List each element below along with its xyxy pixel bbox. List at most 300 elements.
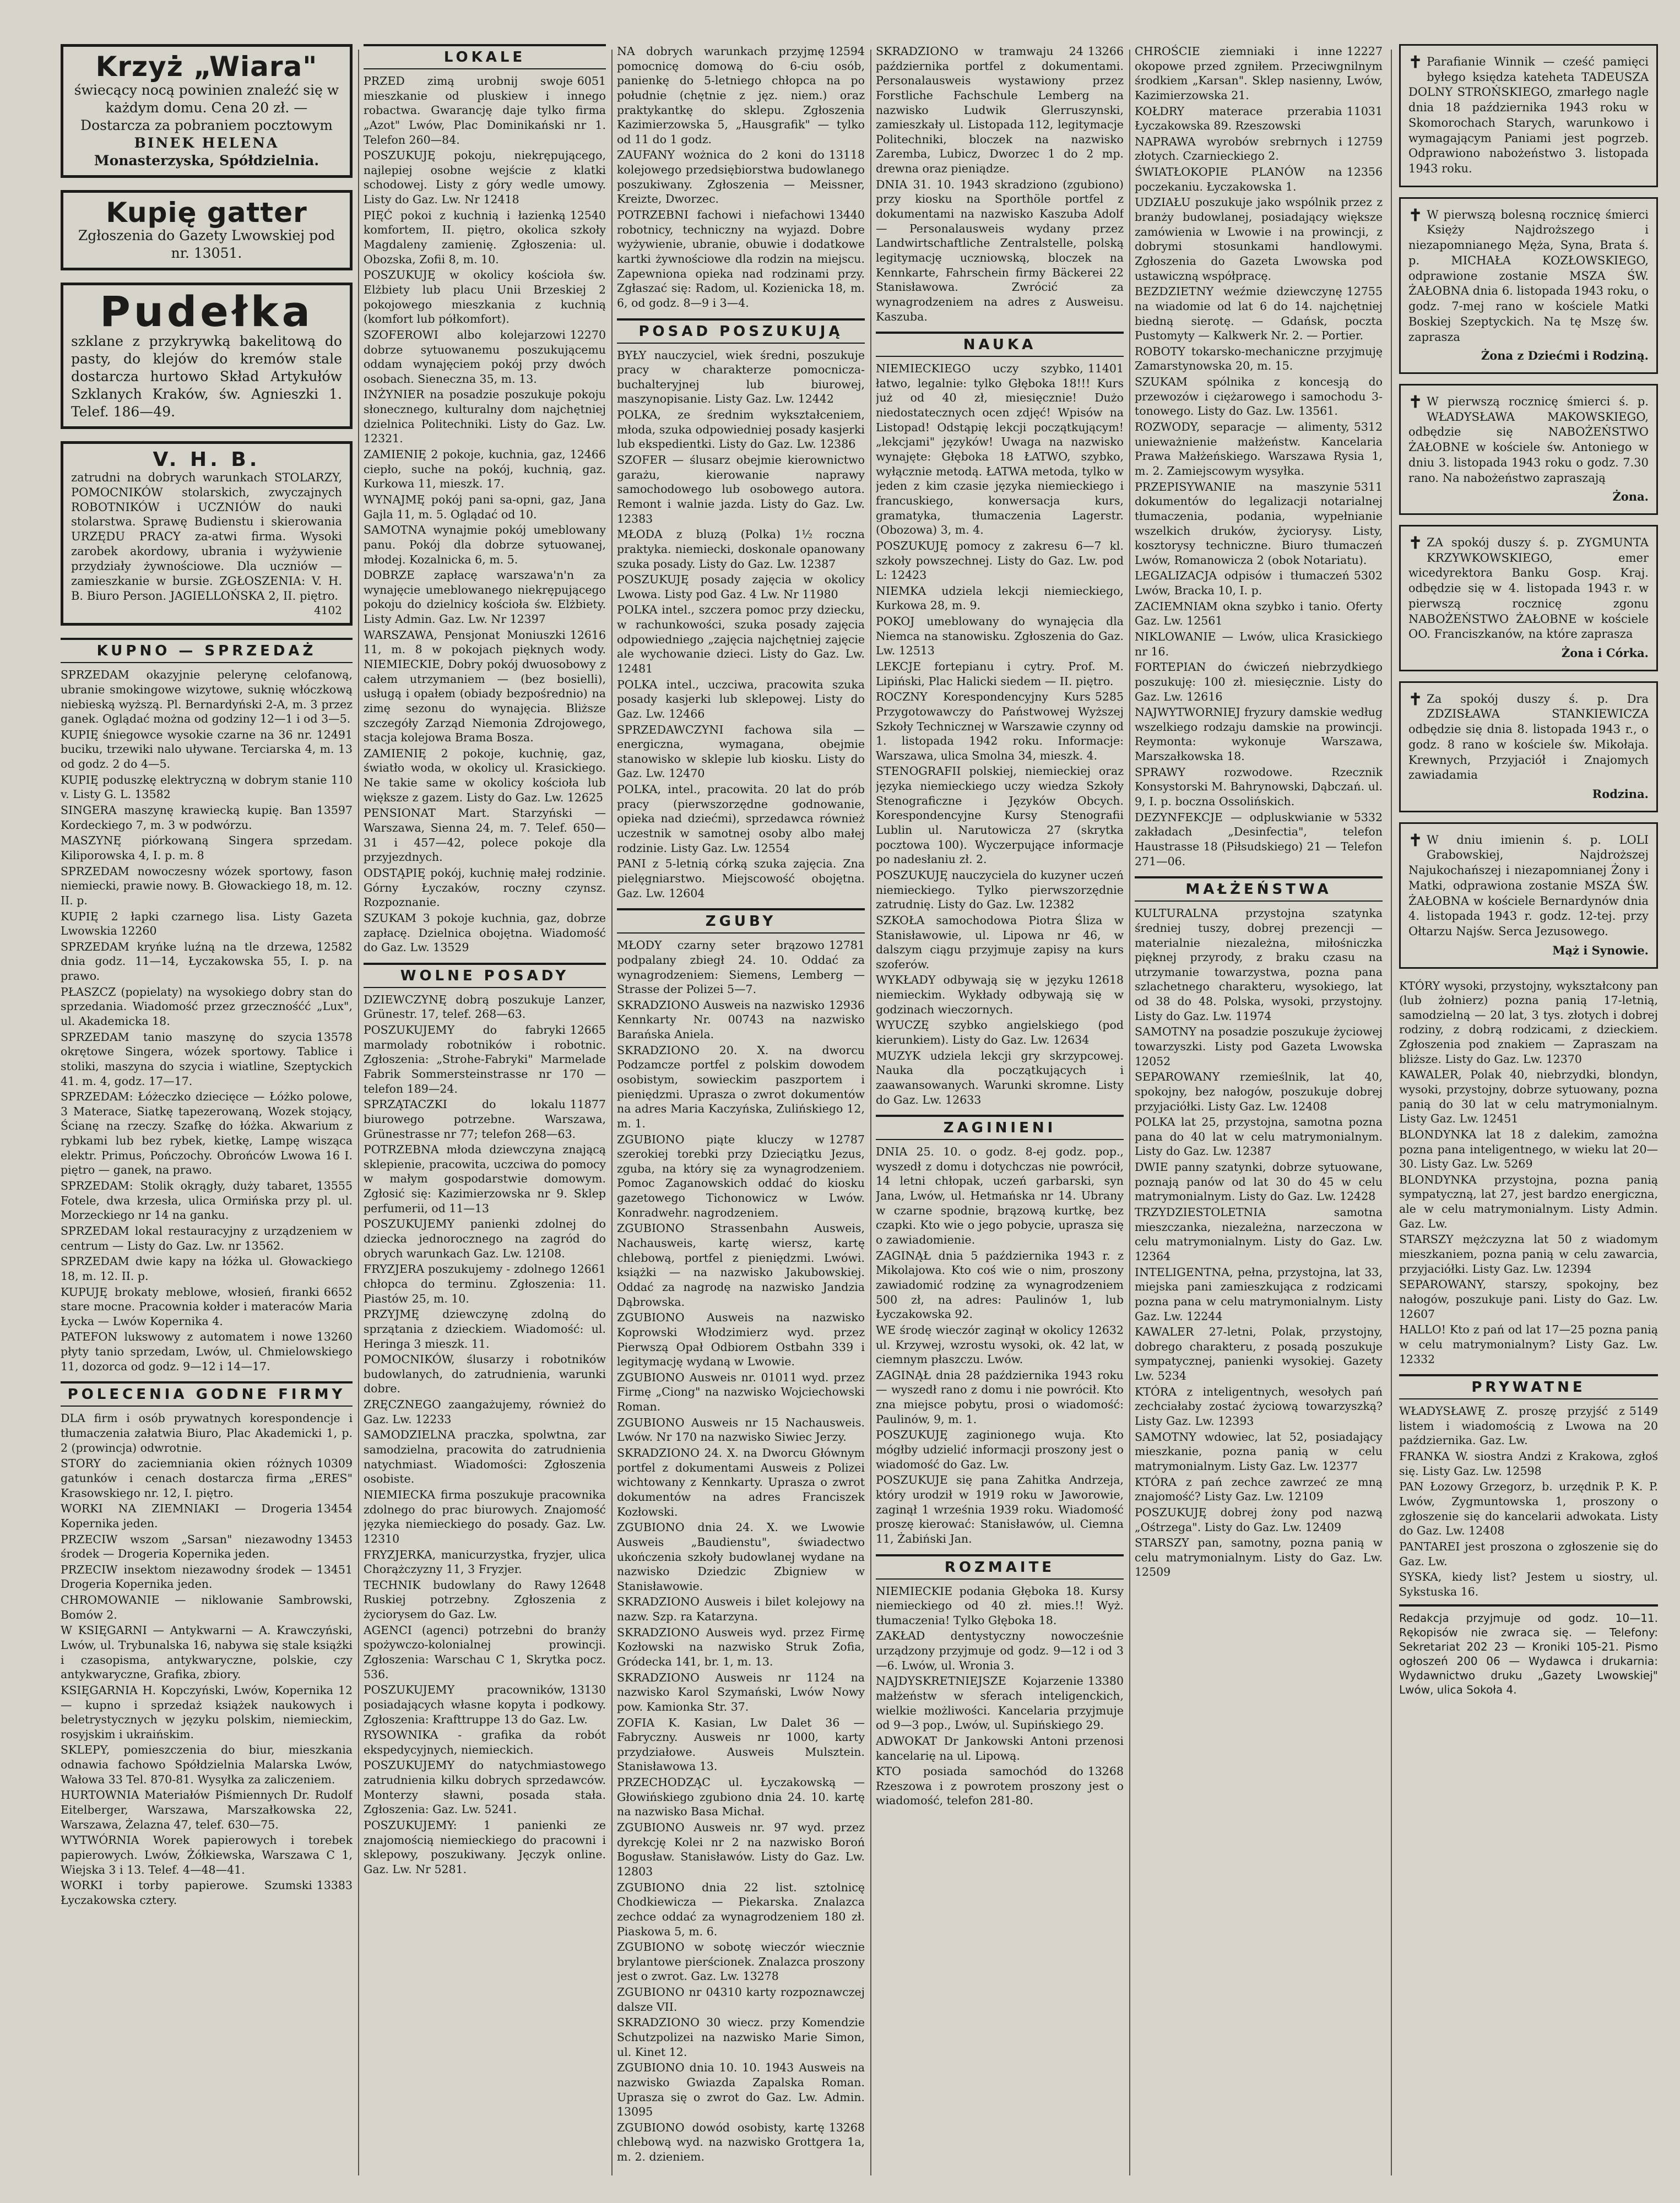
classified-ad (617, 603, 865, 676)
ad-text: SPRZEDAM tanio maszynę do szycia okrętowe Singera, wózek sportowy. Tablice i stoliki, maszyna do szycia i wiatline, Szeptyckich 41. m. 4, godz. 17—17. (61, 1030, 353, 1088)
ad-number: 12787 (828, 1132, 865, 1146)
ad-text: SAMOTNY na posadzie poszukuje życiowej towarzyszki. Listy pod Gazeta Lwowska 12052 (1135, 1025, 1383, 1068)
ad-number: 12781 (828, 938, 865, 952)
ad-text: KTÓRA z inteligentnych, wesołych pań zechciałaby zostać życiową towarzyszką? Listy Gaz. Lw. 12393 (1135, 1385, 1383, 1428)
classified-ad (876, 177, 1124, 324)
classified-ad (617, 1132, 865, 1220)
classified-ad (1135, 1160, 1383, 1204)
list-polecenia (61, 1411, 353, 1907)
classified-ad (617, 527, 865, 571)
section-header-rozmaite: ROZMAITE (876, 1554, 1124, 1580)
classified-ad (61, 1833, 353, 1877)
ad-number: 12491 (316, 728, 353, 741)
ad-title: Pudełka (100, 287, 313, 336)
ad-text: świecący nocą powinien znaleźć się w każdym domu. Cena 20 zł. — Dostarcza za pobraniem pocztowym (74, 82, 339, 133)
cross-icon: ✝ (1408, 831, 1423, 850)
ad-number: 5285 (1094, 690, 1124, 704)
ad-text: SZOFEROWI albo kolejarzowi dobrze sytuowanemu poszukującemu oddam wynajęciem pokój przy dwóch osobach. Sieneczna 35, m. 13. (364, 328, 606, 386)
ad-number: 12632 (1087, 1323, 1124, 1337)
classified-ad (61, 1683, 353, 1742)
ad-text: TECHNIK budowlany do Rawy Ruskiej potrzebny. Zgłoszenia z życiorysem do Gaz. Lw. (364, 1578, 606, 1621)
ad-text: KUPIĘ 2 łapki czarnego lisa. Listy Gazeta Lwowskia 12260 (61, 909, 353, 938)
ad-text: DWIE panny szatynki, dobrze sytuowane, poznają panów od lat 30 do 45 w celu matrymonialnym. Listy do Gaz. Lw. 12428 (1135, 1160, 1383, 1203)
ad-text: POSZUKUJEMY panienki zdolnej do dziecka jednorocznego na zagród do obrych warunkach Gaz. Lw. 12108. (364, 1217, 606, 1260)
ad-number: 12665 (570, 1023, 606, 1037)
classified-ad (61, 1878, 353, 1907)
classified-ad (364, 992, 606, 1022)
classified-ad (617, 1310, 865, 1369)
classified-ad (876, 1674, 1124, 1733)
ad-text: WYNAJMĘ pokój pani sa-opni, gaz, Jana Gajla 11, m. 5. Oglądać od 10. (364, 492, 606, 521)
ad-text: PRZEPISYWANIE na maszynie dokumentów do legalizacji notarialnej tłumaczenia, podania, wypełnianie wszelkich druków, życiorysy. Listy, kosztorysy techniczne. Biuro tłumaczeń Lwów, Romanowicza 2 (obok Notariatu). (1135, 480, 1383, 567)
ad-number: 13555 (316, 1179, 353, 1193)
ad-text: WORKI NA ZIEMNIAKI — Drogeria Kopernika jeden. (61, 1502, 312, 1530)
classified-ad (1135, 480, 1383, 568)
section-header-prywatne: PRYWATNE (1399, 1374, 1658, 1399)
classified-ad (364, 1758, 606, 1817)
obituary-signature: Żona z Dziećmi i Rodziną. (1481, 349, 1649, 363)
ad-text: ROCZNY Korespondencyjny Kurs Przygotowawczy do Państwowej Wyższej Szkoły Technicznej w Warszawie czynny od 1. listopada 1942 roku. Informacje: Warszawa, ulica Smolna 34, mieszk. 4. (876, 690, 1124, 762)
ad-text: KSIĘGARNIA H. Kopczyński, Lwów, Kopernika 12 — kupno i sprzedaż książek naukowych i beletrystycznych w języku polskim, niemieckim, rosyjskim i ukraińskim. (61, 1683, 353, 1741)
ad-number: 13260 (316, 1330, 353, 1344)
classified-ad (61, 1623, 353, 1682)
classified-ad (1135, 1115, 1383, 1159)
ad-text: PIĘĆ pokoi z kuchnią i łazienką komfortem, II. piętro, okolica szkoły Magdaleny zamienię. Zgłoszenia: ul. Obozska, Zofii 8, m. 10. (364, 208, 606, 266)
ad-title: Krzyż „Wiara" (95, 51, 318, 83)
ad-text: WYTWÓRNIA Worek papierowych i torebek papierowych. Lwów, Żółkiewska, Warszawa C 1, Wiejska 3 i 13. Telef. 4—48—41. (61, 1833, 353, 1876)
ad-text: NIKLOWANIE — Lwów, ulica Krasickiego nr 16. (1135, 630, 1383, 658)
classified-ad (364, 1818, 606, 1877)
list-col5-top (1135, 44, 1383, 869)
ad-text: MŁODA z bluzą (Polka) 1½ roczna praktyka. niemiecki, doskonale opanowany szuka posady. Listy do Gaz. Lw. 12387 (617, 528, 865, 571)
ad-text: SPRAWY rozwodowe. Rzecznik Konsystorski M. Bahrynowski, Dąbczań. ul. 9, I. p. boczna Ossolińskich. (1135, 765, 1383, 809)
classified-ad (1135, 599, 1383, 628)
classified-ad (61, 1330, 353, 1374)
ad-text: LEKCJE fortepianu i cytry. Prof. M. Lipiński, Plac Halicki siedem — II. piętro. (876, 659, 1124, 688)
classified-ad (364, 387, 606, 446)
classified-ad (364, 1352, 606, 1396)
classified-ad (617, 1775, 865, 1819)
ad-number: 6051 (577, 74, 606, 88)
ad-text: INTELIGENTNA, pełna, przystojna, lat 33, miejska pani zamieszkująca z rodzicami pozna pana w celu matrymonialnym. Listy Gaz. Lw. 12244 (1135, 1265, 1383, 1323)
ad-text: HURTOWNIA Materiałów Piśmiennych Dr. Rudolf Eitelberger, Warszawa, Marszałkowska 22, Warszawa, Żelazna 47, telef. 630—75. (61, 1788, 353, 1831)
ad-text: MUZYK udziela lekcji gry skrzypcowej. Nauka dla początkujących i zaawansowanych. Warunki skromne. Listy do Gaz. Lw. 12633 (876, 1049, 1124, 1106)
ad-number: 13451 (316, 1562, 353, 1576)
classified-ad (364, 208, 606, 267)
ad-number: 13130 (570, 1683, 606, 1697)
obituary-text: ZA spokój duszy ś. p. ZYGMUNTA KRZYWKOWSKIEGO, emer wicedyrektora Banku Gosp. Kraj. odbędzie się w 4. listopada 1943 r. w pierwszą rocznicę zgonu NABOŻEŃSTWO ŻAŁOBNE w kościele OO. Franciszkanów, na które zaprasza (1408, 535, 1649, 641)
ad-number: 13597 (316, 804, 353, 817)
ad-text: SAMOTNY wdowiec, lat 52, posiadający mieszkanie, pozna panią w celu matrymonialnym. Listy Gaz. Lw. 12377 (1135, 1430, 1383, 1473)
ad-number: 13578 (316, 1030, 353, 1044)
ad-text: ZGUBIONO piąte kluczy w szerokiej torebki przy Dzieciątku Jezus, zguba, na który się za wynagrodzeniem. Pomoc Zaganowskich oddać do kiosku gazetowego Tichonowicz w Lwów. Konradwehr. nagrodzeniem. (617, 1132, 865, 1219)
ad-text: PŁASZCZ (popielaty) na wysokiego dobry stan do sprzedania. Wiadomość przez grzecznośćć „Lux", ul. Akademicka 18. (61, 985, 353, 1028)
classified-ad (61, 864, 353, 908)
classified-ad (1399, 1277, 1658, 1321)
ad-text: FORTEPIAN do ćwiczeń niebrzydkiego poszukuję: 100 zł. miesięcznie. Listy do Gaz. Lw. 12616 (1135, 660, 1383, 703)
classified-ad (364, 523, 606, 567)
ad-text: Zgłoszenia do Gazety Lwowskiej pod nr. 13051. (78, 227, 335, 261)
ad-text: HALLO! Kto z pań od lat 17—25 pozna panią w celu matrymonialnym? Listy Gaz. Lw. 12332 (1399, 1323, 1658, 1366)
ad-text: NAPRAWA wyrobów srebrnych i złotych. Czarnieckiego 2. (1135, 134, 1342, 163)
classified-ad (1135, 810, 1383, 869)
ad-text: CHROŚCIE ziemniaki i inne okopowe przed zgniłem. Przeciwgnilnym środkiem „Karsan". Sklep nasienny, Lwów, Kazimierzowska 21. (1135, 45, 1383, 102)
classified-ad (364, 568, 606, 627)
ad-text: POKOJ umeblowany do wynajęcia dla Niemca na stanowisku. Zgłoszenia do Gaz. Lw. 12513 (876, 615, 1124, 658)
classified-ad (1135, 1505, 1383, 1534)
ad-text: DOBRZE zapłacę warszawa'n'n za wynajęcie umeblowanego niekrępującego pokoju do dzielnicy kościoła św. Elżbiety. Listy Admin. Gaz. Lw. Nr 12397 (364, 568, 606, 626)
classified-ad (876, 1428, 1124, 1472)
classified-ad (1135, 195, 1383, 283)
classified-ad (1135, 44, 1383, 103)
ad-number: 11401 (1087, 362, 1124, 376)
classified-ad (876, 913, 1124, 972)
classified-ad (617, 856, 865, 900)
list-col3-top (617, 44, 865, 311)
ad-number: 12936 (828, 998, 865, 1012)
ad-text: POSZUKUJEMY: 1 panienki ze znajomością niemieckiego do pracowni i sklepowy, poszukiwany. Jęczyk online. Gaz. Lw. Nr 5281. (364, 1819, 606, 1876)
classified-ad (617, 1716, 865, 1775)
ad-text: POSZUKUJEMY do natychmiastowego zatrudnienia kilku dobrych sprzedawców. Monterzy sławni, posada stała. Zgłoszenia: Gaz. Lw. 5241. (364, 1759, 606, 1816)
ad-number: 13268 (1087, 1765, 1124, 1778)
ad-text: ADWOKAT Dr Jankowski Antoni przenosi kancelarię na ul. Lipową. (876, 1734, 1124, 1762)
classified-ad (61, 1593, 353, 1622)
classified-ad (617, 408, 865, 452)
ad-number: 11877 (570, 1098, 606, 1111)
classified-ad (364, 911, 606, 955)
column-5 (1135, 44, 1383, 2181)
ad-number: 5302 (1353, 569, 1383, 583)
section-header-lokale: LOKALE (364, 44, 606, 69)
classified-ad (61, 1089, 353, 1178)
ad-text: KOŁDRY materace przerabia Łyczakowska 89. Rzeszowski (1135, 104, 1342, 133)
list-zguby (617, 938, 865, 2164)
ad-text: WORKI i torby papierowe. Szumski Łyczakowska cztery. (61, 1879, 312, 1907)
ad-text: BYŁY nauczyciel, wiek średni, poszukuje pracy w charakterze pomocnicza-buchalteryjnej lub biurowej, maszynopisanie. Listy Gaz. Lw. 12442 (617, 348, 865, 406)
classified-ad (617, 208, 865, 310)
ad-text: SKRADZIONO Ausweis nr 1124 na nazwisko Karol Szymański, Lwów Nowy pow. Kamionka Str. 37. (617, 1670, 865, 1713)
ad-number: 13440 (828, 208, 865, 222)
classified-ad (364, 268, 606, 327)
classified-ad (617, 782, 865, 855)
ad-text: TRZYDZIESTOLETNIA samotna mieszczanka, niezależna, narzeczona w celu matrymonialnym. Listy do Gaz. Lw. 12364 (1135, 1206, 1383, 1263)
ad-text: ZGUBIONO dowód osobisty, kartę chlebową wyd. na nazwisko Grottgera 1a, m. 2. dzieniem. (617, 2120, 865, 2164)
ad-number: 12594 (828, 45, 865, 58)
section-header-malzenstwa: MAŁŻEŃSTWA (1135, 876, 1383, 902)
obituary-signature: Mąż i Synowie. (1552, 943, 1649, 957)
classified-ad (1135, 1535, 1383, 1580)
classified-ad (61, 1456, 353, 1500)
classified-ad (876, 764, 1124, 866)
ad-text: ZOFIA K. Kasian, Lw Dalet 36 — Fabryczny. Ausweis nr 1000, karty przydziałowe. Ausweis Mulsztein. Stanisławowa 13. (617, 1716, 865, 1773)
editorial-footer: Redakcja przyjmuje od godz. 10—11. Rękopisów nie zwraca się. — Telefony: Sekretariat 202 23 — Kroniki 105-21. Pismo ogłoszeń 200 06 — Wydawca i drukarnia: Wydawnictwo druku „Gazety Lwowskiej" Lwów, ulica Sokoła 4. (1399, 1604, 1658, 1697)
section-header-wolne-posady: WOLNE POSADY (364, 963, 606, 988)
cross-icon: ✝ (1408, 533, 1423, 553)
classified-ad (61, 773, 353, 802)
classified-ad (1399, 1322, 1658, 1366)
ad-text: POSZUKUJĘ w okolicy kościoła św. Elżbiety lub placu Unii Brzeskiej 2 pokojowego mieszkania z kuchnią (komfort lub półkomfort). (364, 268, 606, 326)
ad-text: UDZIAŁU poszukuje jako wspólnik przez z branży budowlanej, posiadający większe zamówienia w Lwowie i na prowincji, z dobrymi stosunkami handlowymi. Zgłoszenia do Gazeta Lwowska pod ustawiczną współpracę. (1135, 196, 1383, 283)
classified-ad (876, 539, 1124, 583)
obituary-notice (1399, 681, 1658, 812)
classified-ad (876, 1764, 1124, 1808)
ad-text: SPRZEDAM kryńke luźną na tle drzewa, dnia godz. 11—14, Łyczakowska 55, I. p. na prawo. (61, 940, 353, 983)
column-3 (617, 44, 865, 2181)
classified-ad (61, 1254, 353, 1283)
ad-text: KAWALER, Polak 40, niebrzydki, blondyn, wysoki, przystojny, dobrze sytuowany, pozna panią do 30 lat w celu matrymonialnym. Listy Gaz. Lw. 12451 (1399, 1068, 1658, 1126)
classified-ad (1135, 705, 1383, 764)
ad-text: SZUKAM spólnika z koncesją do przewozów i ciężarowego i samochodu 3-tonowego. Listy do Gaz. Lw. 13561. (1135, 375, 1383, 418)
ad-text: SPRZEDAM nowoczesny wózek sportowy, fason niemiecki, prawie nowy. B. Głowackiego 18, m. 12. II. p. (61, 864, 353, 907)
ad-text: SPRZEDAM dwie kapy na łóżka ul. Głowackiego 18, m. 12. II. p. (61, 1255, 353, 1283)
ad-number: 13453 (316, 1532, 353, 1546)
ad-number: 5311 (1353, 480, 1383, 493)
ad-text: POSZUKUJĘ zaginionego wuja. Kto mógłby udzielić informacji proszony jest o wiadomość do Gaz. Lw. (876, 1428, 1124, 1471)
list-nauka (876, 361, 1124, 1107)
ad-text: POSZUKUJEMY do fabryki marmolady robotników i robotnic. Zgłoszenia: „Strohe-Fabryki" Marmelade Fabrik Sommersteinstrasse nr 170 — telefon 189—24. (364, 1023, 606, 1095)
ad-text: STENOGRAFII polskiej, niemieckiej oraz języka niemieckiego uczy wiedza Szkoły Stenograficzne i Języków Obcych. Korespondencyjne Kursy Stenografii Lublin ul. Narutowicza 27 (skrytka pocztowa 100). Wyczerpujące informacje po nadesłaniu zł. 2. (876, 764, 1124, 866)
classified-ad (876, 1144, 1124, 1247)
ad-text: zatrudni na dobrych warunkach STOLARZY, POMOCNIKÓW stolarskich, zwyczajnych ROBOTNIKÓW i UCZNIÓW do nauki stolarstwa. Sprawę Budienstu i skierowania URZĘDU PRACY za-atwi firma. Wysoki zarobek akordowy, ubrania i wyżywienie przydziały żywnościowe. Dla uczniów — zamieszkanie w bursie. ZGŁOSZENIA: V. H. B. Biuro Person. JAGIELLOŃSKA 2, II. piętro. (71, 470, 342, 603)
ad-text: BLONDYNKA przystojna, pozna panią sympatyczną, lat 27, jest bardzo energiczna, ale w celu matrymonialnym. Listy Admin. Gaz. Lw. (1399, 1173, 1658, 1230)
ad-name: BINEK HELENA (134, 134, 279, 151)
obituary-signature: Rodzina. (1592, 787, 1649, 801)
ad-text: ZACIEMNIAM okna szybko i tanio. Oferty Gaz. Lw. 12561 (1135, 599, 1383, 628)
classified-ad (61, 1285, 353, 1329)
classified-ad (617, 2060, 865, 2119)
cross-icon: ✝ (1408, 690, 1423, 709)
ad-text: szklane z przykrywką bakelitową do pasty, do klejów do kremów stale dostarcza hurtowo Skład Artykułów Szklanych Kraków, św. Agnieszki 1. Telef. 186—49. (71, 333, 342, 420)
ad-number: 12648 (570, 1578, 606, 1592)
classified-ad (1135, 344, 1383, 373)
classified-ad (364, 1262, 606, 1306)
ad-text: ZAKŁAD dentystyczny nowocześnie urządzony przyjmuje od godz. 9—12 i od 3—6. Lwów, ul. Wronia 3. (876, 1629, 1124, 1672)
ad-text: PATEFON lukswowy z automatem i nowe płyty tanio sprzedam, Lwów, ul. Chmielowskiego 11, dozorca od godz. 9—12 i 14—17. (61, 1330, 353, 1373)
classified-ad (364, 148, 606, 207)
column-6 (1399, 44, 1658, 2181)
ad-number: 10309 (316, 1457, 353, 1471)
ad-text: PAN Łozowy Grzegorz, b. urzędnik P. K. P. Lwów, Zygmuntowska 1, proszony o zgłoszenie się do kancelarii adwokata. Listy do Gaz. Lw. 12408 (1399, 1480, 1658, 1538)
classified-ad (1135, 375, 1383, 419)
ad-text: MŁODY czarny seter brązowo podpalany zbiegł 24. 10. Oddać za wynagrodzeniem: Siemens, Lemberg — Strasse der Polizei 5—7. (617, 938, 865, 996)
ad-text: STARSZY pan, samotny, pozna panią w celu matrymonialnym. Listy do Gaz. Lw. 12509 (1135, 1536, 1383, 1579)
classified-ad (61, 1030, 353, 1089)
classified-ad (617, 1940, 865, 1984)
classified-ad (1135, 284, 1383, 343)
classified-ad (617, 1670, 865, 1714)
classified-ad (1135, 568, 1383, 598)
cross-icon: ✝ (1408, 205, 1423, 225)
classified-ad (617, 1594, 865, 1624)
classified-ad (364, 1397, 606, 1426)
ad-text: WYKŁADY odbywają się w języku niemieckim. Wykłady odbywają się w godzinach wieczornych. (876, 973, 1124, 1016)
classified-ad (876, 659, 1124, 688)
ad-text: ZAGINĄŁ dnia 28 października 1943 roku — wyszedł rano z domu i nie powrócił. Kto zna miejsce pobytu, prosi o wiadomość: Paulinów, 9, m. 1. (876, 1368, 1124, 1426)
classified-ad (876, 1018, 1124, 1047)
classified-ad (617, 1985, 865, 2014)
classified-ad (876, 1323, 1124, 1367)
obituary-notice (1399, 525, 1658, 671)
ad-number: 5332 (1353, 810, 1383, 824)
ad-text: POSZUKUJĘ posady zajęcia w okolicy Lwowa. Listy pod Gaz. 4 Lw. Nr 11980 (617, 573, 865, 601)
classified-ad (876, 973, 1124, 1017)
classified-ad (876, 1049, 1124, 1108)
list-prywatne (1399, 1404, 1658, 1599)
ad-text: ZGUBIONO dnia 24. X. we Lwowie Ausweis „Baudienstu", świadectwo ukończenia szkoły budowlanej wydane na nazwisko Dziedzic Zbigniew w Stanisławowie. (617, 1521, 865, 1593)
ad-krzyz-wiara (61, 44, 353, 178)
ad-number: 13380 (1087, 1674, 1124, 1688)
classified-ad (876, 1368, 1124, 1427)
ad-text: ZGUBIONO Ausweis na nazwisko Koprowski Włodzimierz wyd. przez Pierwszą Opał Odbiorem Ostbahn 339 i legitymację wydaną w Lwowie. (617, 1311, 865, 1369)
ad-text: WŁADYSŁAWĘ Z. proszę przyjść z listem i wiadomością z Lwowa na 20 października. Gaz. Lw. (1399, 1404, 1658, 1447)
ad-text: NIEMIECKIE podania Głęboka 18. Kursy niemieckiego od 40 zł. mies.!! Wyż. tłumaczenia! Tylko Głęboka 18. (876, 1584, 1124, 1627)
ad-text: FRYZJERKA, manicurzystka, fryzjer, ulica Chorążczyzny 11, 3 Fryzjer. (364, 1548, 606, 1576)
classified-ad (617, 1625, 865, 1669)
ad-text: ZGUBIONO Ausweis nr 15 Nachausweis. Lwów. Nr 170 na nazwisko Siwiec Jerzy. (617, 1415, 865, 1444)
ad-number: 4102 (314, 603, 342, 617)
classified-ad (617, 348, 865, 407)
ad-text: MASZYNĘ piórkowaną Singera sprzedam. Kiliporowska 4, I. p. m. 8 (61, 834, 353, 862)
ad-text: AGENCI (agenci) potrzebni do branży spożywczo-kolonialnej prowincji. Zgłoszenia: Warschau C 1, Skrytka pocz. 536. (364, 1623, 606, 1681)
ad-text: SPRZEDAM okazyjnie pelerynę celofanową, ubranie smokingowe wizytowe, suknię włóczkową niebieską wyższą. Pl. Bernardyński 2-A, m. 3 przez ganek. Oglądać można od godziny 12—1 i od 3—5. (61, 668, 353, 726)
classified-ad (364, 1548, 606, 1577)
ad-number: 12582 (316, 940, 353, 953)
classified-ad (1399, 1570, 1658, 1599)
classified-ad (1399, 1173, 1658, 1231)
classified-ad (1135, 134, 1383, 164)
cross-icon: ✝ (1408, 53, 1423, 72)
ad-text: SKRADZIONO Ausweis wyd. przez Firmę Kozłowski na nazwisko Struk Zofia, Gródecka 141, br. 1, m. 13. (617, 1625, 865, 1668)
classified-ad (61, 1179, 353, 1223)
ad-number: 12759 (1346, 134, 1383, 148)
classified-ad (364, 74, 606, 147)
ad-text: SZUKAM 3 pokoje kuchnia, gaz, dobrze zapłacę. Dzielnica obojętna. Wiadomość do Gaz. Lw. 13529 (364, 911, 606, 954)
newspaper-page (39, 44, 1663, 2181)
ad-number: 12618 (1087, 973, 1124, 987)
ad-text: W KSIĘGARNI — Antykwarni — A. Krawczyński, Lwów, ul. Trybunalska 16, nabywa się stale książki i czasopisma, antykwaryczne, polskie, czy antykwaryczne, Grafika, zbiory. (61, 1624, 353, 1681)
classified-ad (364, 1428, 606, 1486)
classified-ad (617, 938, 865, 997)
column-1 (61, 44, 353, 2181)
ad-number: 13268 (828, 2120, 865, 2134)
classified-ad (1399, 1539, 1658, 1569)
classified-ad (364, 1097, 606, 1141)
classified-ad (876, 1473, 1124, 1546)
ad-text: WE środę wieczór zaginął w okolicy ul. Krzywej, wzrostu wysoki, ok. 42 lat, w ciemnym płaszczu. Lwów. (876, 1323, 1124, 1366)
classified-ad (876, 1734, 1124, 1763)
classified-ad (617, 1520, 865, 1593)
classified-ad (1399, 1232, 1658, 1276)
list-zaginieni (876, 1144, 1124, 1546)
ad-text: SAMODZIELNA praczka, spolwtna, zar samodzielna, pracowita do zatrudnienia natychmiast. Wiadomości: Zgłoszenia osobiste. (364, 1428, 606, 1486)
classified-ad (364, 1623, 606, 1682)
ad-text: ZGUBIONO w sobotę wieczór wiecznie brylantowe pierścionek. Znalazca proszony jest o zwrot. Gaz. Lw. 13278 (617, 1940, 865, 1983)
classified-ad (1135, 906, 1383, 1023)
ad-text: PANI z 5-letnią córką szuka zajęcia. Zna pielęgniarstwo. Miejscowość obojętna. Gaz. Lw. 12604 (617, 857, 865, 900)
classified-ad (1135, 1325, 1383, 1383)
classified-ad (876, 584, 1124, 613)
ad-text: PANTAREI jest proszona o zgłoszenie się do Gaz. Lw. (1399, 1539, 1658, 1568)
ad-text: SKRADZIONO Ausweis na nazwisko Kennkarty Nr. 00743 na nazwisko Barańska Aniela. (617, 998, 865, 1041)
classified-ad (1135, 104, 1383, 133)
classified-ad (364, 1142, 606, 1216)
classified-ad (364, 1023, 606, 1096)
ad-text: ZGUBIONO dnia 22 list. sztolnicę Chodkiewicza — Piekarska. Znalazca zechce oddać za wynagrodzeniem 180 zł. Piaskowa 5, m. 6. (617, 1880, 865, 1938)
classified-ad (1135, 1070, 1383, 1114)
obituary-text: W pierwszą bolesną rocznicę śmierci Księży Najdroższego i niezapomnianego Męża, Syna, Brata ś. p. MICHAŁA KOZŁOWSKIEGO, odprawione zostanie MSZA ŚW. ŻAŁOBNA dnia 6. listopada 1943 roku, o godz. 7-mej rano w kościele Matki Boskiej Szeptyckich. Na tę Mszę św. zaprasza (1408, 208, 1649, 344)
ad-text: DZIEWCZYNĘ dobrą poszukuje Lanzer, Grünestr. 17, telef. 268—63. (364, 992, 606, 1021)
classified-ad (61, 1501, 353, 1531)
ad-text: PRZECIW wszom „Sarsan" niezawodny środek — Drogeria Kopernika jeden. (61, 1532, 312, 1561)
obituary-text: W dniu imienin ś. p. LOLI Grabowskiej, Najdroższej Najukochańszej i niezapomnianej Żony i Matki, odprawiona zostanie MSZA ŚW. ŻAŁOBNA w kościele Bernardynów dnia 4. listopada 1943 r. godz. 12-tej. przy Ołtarzu Najśw. Serca Jezusowego. (1408, 833, 1649, 938)
ad-text: STARSZY mężczyzna lat 50 z wiadomym mieszkaniem, pozna panią w celu zawarcia, przyjaciółki. Listy Gaz. Lw. 12394 (1399, 1233, 1658, 1276)
list-malzenstwa-2 (1399, 979, 1658, 1367)
ad-number: 12755 (1346, 285, 1383, 299)
classified-ad (1135, 1385, 1383, 1429)
classified-ad (617, 1221, 865, 1309)
ad-text: POTRZEBNA młoda dziewczyna znającą sklepienie, pracowita, uczciwa do pomocy w małym gospodarstwie domowym. Zgłosić się: Kazimierzowska nr 9. Sklep perfumerii, od 11—13 (364, 1143, 606, 1215)
ad-text: SEPAROWANY rzemieślnik, lat 40, spokojny, bez nałogów, poszukuje dobrej przyjaciółki. Listy Gaz. Lw. 12408 (1135, 1070, 1383, 1113)
classified-ad (61, 728, 353, 772)
section-header-zaginieni: ZAGINIENI (876, 1115, 1124, 1140)
classified-ad (617, 723, 865, 782)
classified-ad (876, 1584, 1124, 1628)
classified-ad (61, 803, 353, 832)
ad-number: 12227 (1346, 45, 1383, 58)
obituary-notice (1399, 822, 1658, 969)
classified-ad (1135, 165, 1383, 194)
ad-text: SINGERA maszynę krawiecką kupię. Ban Kordeckiego 7, m. 3 w podwórzu. (61, 804, 312, 832)
ad-text: SKLEPY, pomieszczenia do biur, mieszkania odnawia fachowo Spółdzielnia Malarska Lwów, Wałowa 33 Tel. 870-81. Wysyłka za zaliczeniem. (61, 1743, 353, 1786)
classified-ad (61, 1532, 353, 1561)
classified-ad (617, 1880, 865, 1939)
ad-text: RYSOWNIKA - grafika da robót ekspedycyjnych, niemieckich. (364, 1728, 606, 1756)
ad-text: KUPIĘ poduszkę elektryczną w dobrym stanie 110 v. Listy G. L. 13582 (61, 773, 353, 801)
classified-ad (617, 148, 865, 207)
obituary-notice (1399, 197, 1658, 374)
section-header-kupno: KUPNO — SPRZEDAŻ (61, 638, 353, 663)
section-header-nauka: NAUKA (876, 332, 1124, 357)
classified-ad (1135, 1475, 1383, 1504)
classified-ad (1399, 1449, 1658, 1478)
ad-text: KTO posiada samochód do Rzeszowa i z powrotem proszony jest o wiadomość, telefon 281-80. (876, 1765, 1124, 1808)
column-2 (364, 44, 606, 2181)
ad-text: LEGALIZACJA odpisów i tłumaczeń Lwów, Bracka 10, I. p. (1135, 569, 1350, 598)
classified-ad (876, 690, 1124, 763)
ad-text: SZKOŁA samochodowa Piotra Śliza w Stanisławowie, ul. Lipowa nr 46, w dalszym ciągu przyjmuje zapisy na kurs szoferów. (876, 913, 1124, 971)
classified-ad (61, 1224, 353, 1253)
section-header-polecenia: POLECENIA GODNE FIRMY (61, 1381, 353, 1407)
classified-ad (876, 1629, 1124, 1673)
ad-text: SPRZEDAWCZYNI fachowa sila — energiczna, wymagana, obejmie stanowisko w sklepie lub kiosku. Listy do Gaz. Lw. 12470 (617, 723, 865, 780)
ad-text: ŚWIATŁOKOPIE PLANÓW na poczekaniu. Łyczakowska 1. (1135, 165, 1342, 193)
ad-text: POSZUKUJĘ dobrej żony pod nazwą „Ośtrzega". Listy do Gaz. Lw. 12409 (1135, 1505, 1383, 1534)
ad-title: V. H. B. (153, 448, 261, 471)
ad-text: NIEMIECKIEGO uczy szybko, łatwo, legalnie: tylko Głęboka 18!!! Kurs już od 40 zł, miesięcznie! Dużo niedostatecznych ocen zdjęć! Wpisów na Listopad! Odstąpię lekcji początkującym! „lekcjami" języków! Uwaga na nazwisko wynajęte: Głęboka 18 ŁATWO, szybko, wyłącznie metodą. ŁATWA metoda, tylko w jeden z kim czasie języka niemieckiego i francuskiego, konwersacja kurs, gramatyka, tłumaczenia Lagerstr. (Obozowa) 3, m. 4. (876, 362, 1124, 537)
ad-text: NA dobrych warunkach przyjmę pomocnicę domową do 6-ciu osób, panienkę do 5-letniego chłopca na po południe (chętnie z jęz. niem.) oraz praktykantkę do sklepu. Zgłoszenia Kazimierzowska 5, „Hausgrafik" — tylko od 11 do 1 godz. (617, 45, 865, 146)
ad-text: POSZUKUJĘ pomocy z zakresu 6—7 kl. szkoły powszechnej. Listy do Gaz. Lw. pod L: 12423 (876, 539, 1124, 582)
ad-text: NIEMKA udziela lekcji niemieckiego, Kurkowa 28, m. 9. (876, 584, 1124, 612)
ad-text: NAJWYTWORNIEJ fryzury damskie według wszelkiego rodzaju damskie na prowincji. Reymonta: wykonuje Warszawa, Marszałkowska 18. (1135, 706, 1383, 763)
classified-ad (876, 361, 1124, 538)
classified-ad (61, 1788, 353, 1832)
ad-text: ZGUBIONO nr 04310 karty rozpoznawczej dalsze VII. (617, 1985, 865, 2014)
ad-text: PRZED zimą urobnij swoje mieszkanie od pluskiew i innego robactwa. Gwarancję daje tylko firma „Azot" Lwów, Plac Dominikański nr 1. Telefon 260—84. (364, 74, 606, 146)
classified-ad (364, 1488, 606, 1547)
ad-text: CHROMOWANIE — niklowanie Sambrowski, Bomów 2. (61, 1593, 353, 1621)
classified-ad (617, 998, 865, 1042)
classified-ad (617, 1820, 865, 1879)
